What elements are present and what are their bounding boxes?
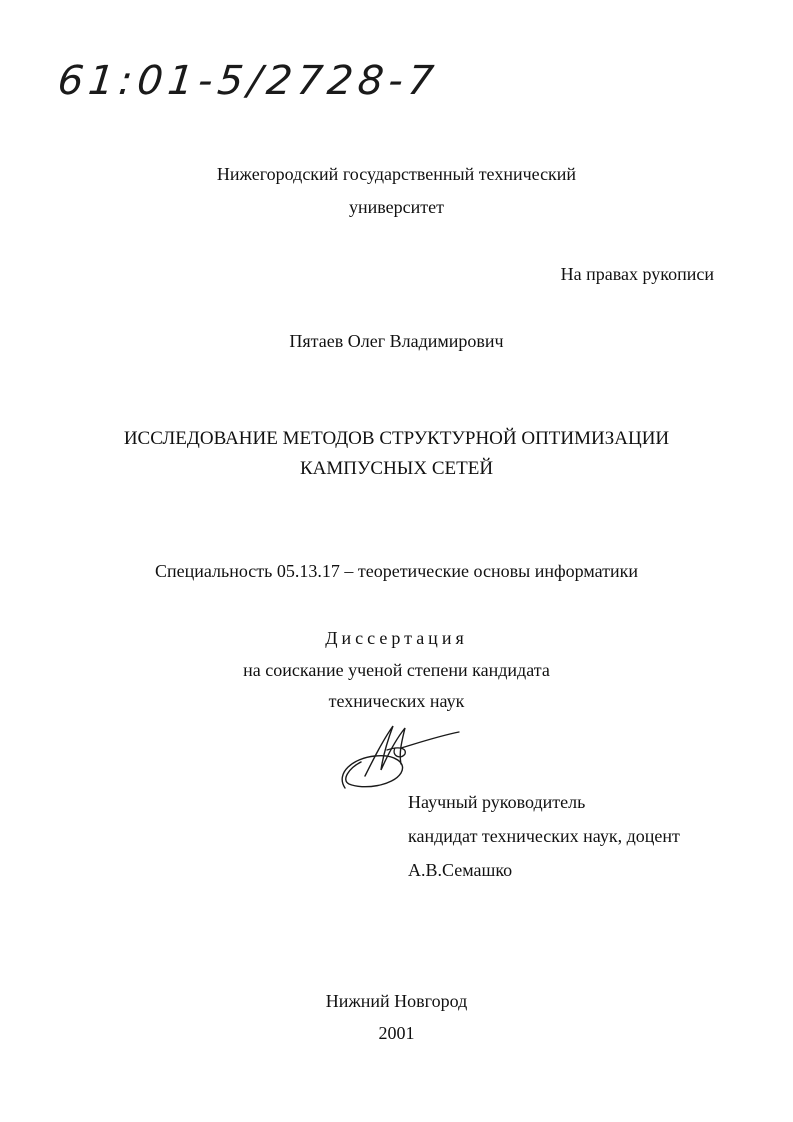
advisor-name: А.В.Семашко — [408, 860, 513, 880]
manuscript-note: На правах рукописи — [560, 264, 714, 284]
archive-code-handwritten: 61:01-5/2728-7 — [55, 58, 441, 104]
university-name-line1: Нижегородский государственный технический — [216, 164, 577, 184]
advisor-degree: кандидат технических наук, доцент — [408, 826, 680, 846]
dissertation-heading: Диссертация — [325, 628, 468, 648]
year: 2001 — [378, 1023, 415, 1043]
advisor-role: Научный руководитель — [408, 792, 586, 812]
university-name-line2: университет — [349, 197, 444, 217]
city: Нижний Новгород — [325, 991, 468, 1011]
dissertation-title-line2: КАМПУСНЫХ СЕТЕЙ — [299, 458, 494, 479]
author-name: Пятаев Олег Владимирович — [289, 331, 504, 351]
author-signature — [335, 718, 465, 798]
specialty: Специальность 05.13.17 – теоретические основы информатики — [154, 561, 639, 581]
degree-line2: технических наук — [328, 691, 465, 711]
degree-line1: на соискание ученой степени кандидата — [243, 660, 550, 680]
dissertation-title-line1: ИССЛЕДОВАНИЕ МЕТОДОВ СТРУКТУРНОЙ ОПТИМИЗАЦИИ — [123, 428, 670, 449]
